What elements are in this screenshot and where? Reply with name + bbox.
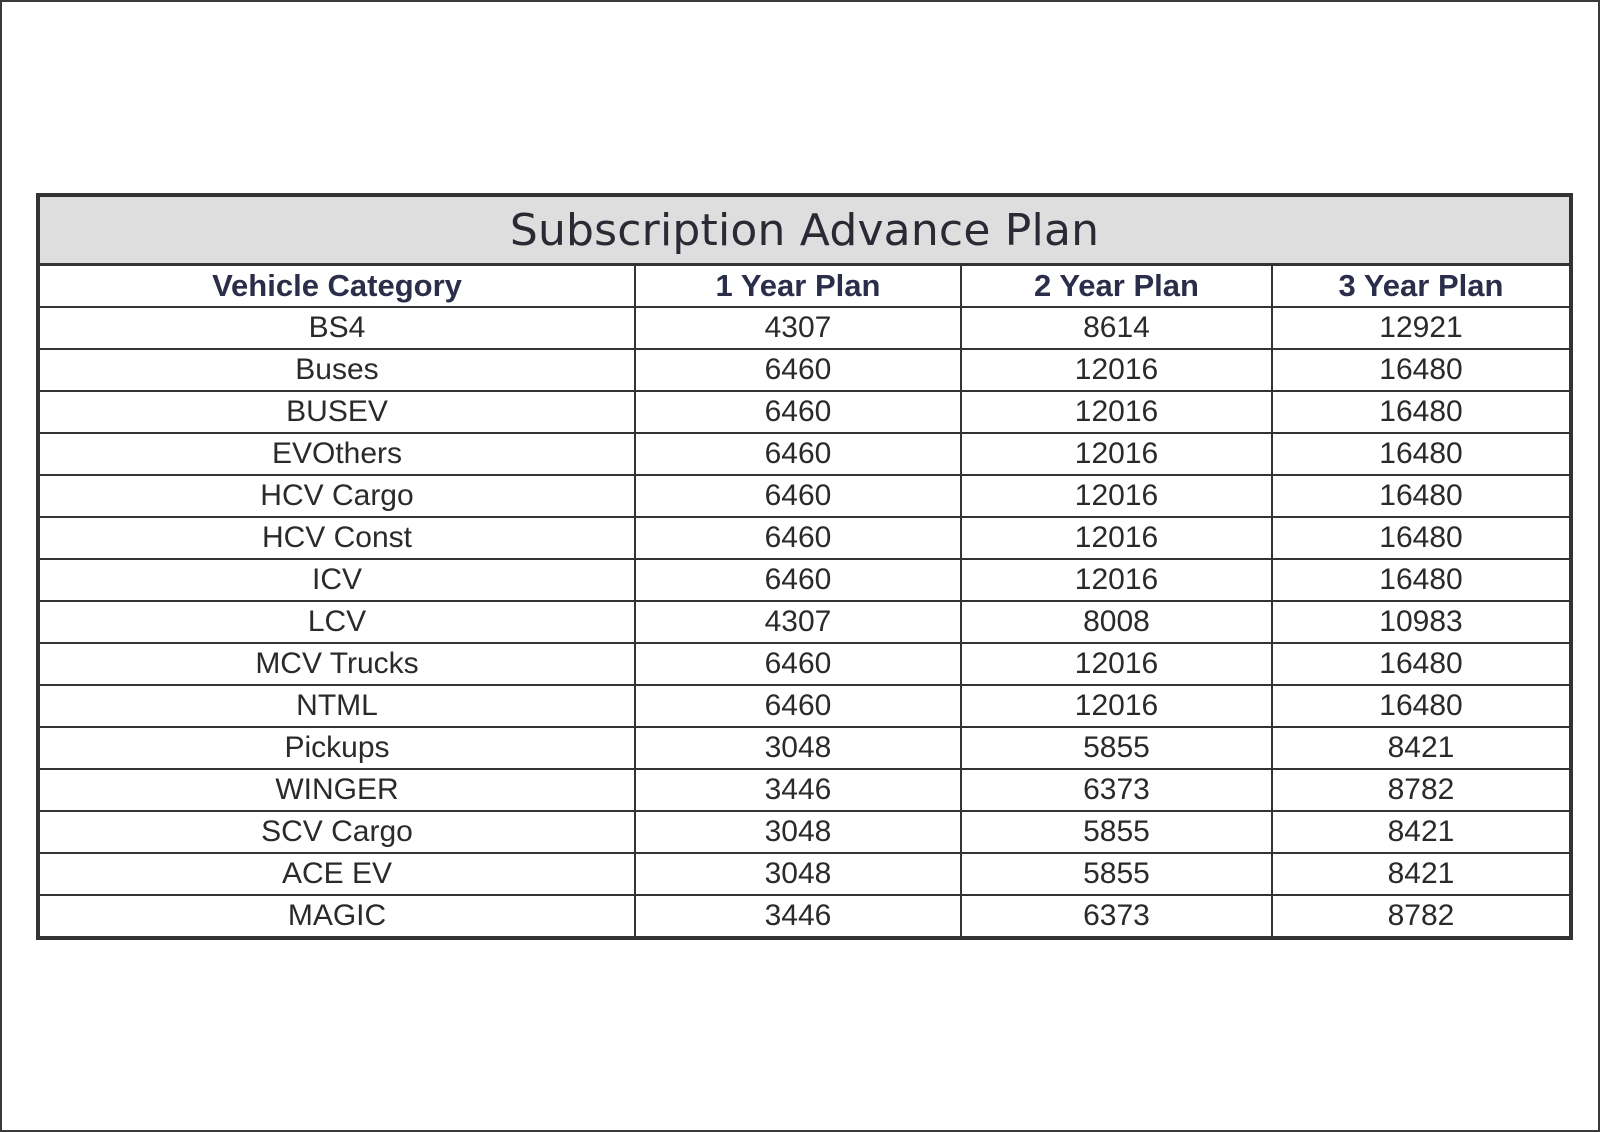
table-row — [38, 853, 1571, 895]
two-year-plan-cell: 12016 — [961, 559, 1272, 601]
three-year-plan-cell: 8421 — [1272, 727, 1571, 769]
two-year-plan-cell: 12016 — [961, 391, 1272, 433]
two-year-plan-cell: 8008 — [961, 601, 1272, 643]
two-year-plan-cell: 12016 — [961, 643, 1272, 685]
three-year-plan-cell: 8782 — [1272, 769, 1571, 811]
vehicle-category-cell: SCV Cargo — [38, 811, 635, 853]
vehicle-category-cell: NTML — [38, 685, 635, 727]
vehicle-category-cell: HCV Cargo — [38, 475, 635, 517]
one-year-plan-cell: 3048 — [635, 811, 961, 853]
table-row — [38, 685, 1571, 727]
table-row — [38, 769, 1571, 811]
subscription-plan-table — [36, 193, 1573, 940]
three-year-plan-cell: 16480 — [1272, 559, 1571, 601]
table-row — [38, 895, 1571, 938]
one-year-plan-cell: 4307 — [635, 601, 961, 643]
three-year-plan-cell: 16480 — [1272, 517, 1571, 559]
two-year-plan-cell: 12016 — [961, 433, 1272, 475]
vehicle-category-cell: ICV — [38, 559, 635, 601]
table-row — [38, 811, 1571, 853]
table-title: Subscription Advance Plan — [38, 195, 1571, 265]
header-3-year-plan: 3 Year Plan — [1272, 265, 1571, 308]
table-title-row — [38, 195, 1571, 265]
one-year-plan-cell: 6460 — [635, 475, 961, 517]
vehicle-category-cell: MAGIC — [38, 895, 635, 938]
one-year-plan-cell: 6460 — [635, 391, 961, 433]
vehicle-category-cell: EVOthers — [38, 433, 635, 475]
vehicle-category-cell: BUSEV — [38, 391, 635, 433]
one-year-plan-cell: 3446 — [635, 769, 961, 811]
one-year-plan-cell: 6460 — [635, 433, 961, 475]
two-year-plan-cell: 12016 — [961, 349, 1272, 391]
three-year-plan-cell: 8421 — [1272, 811, 1571, 853]
table-row — [38, 433, 1571, 475]
three-year-plan-cell: 16480 — [1272, 685, 1571, 727]
vehicle-category-cell: WINGER — [38, 769, 635, 811]
two-year-plan-cell: 12016 — [961, 517, 1272, 559]
two-year-plan-cell: 6373 — [961, 769, 1272, 811]
one-year-plan-cell: 3446 — [635, 895, 961, 938]
two-year-plan-cell: 5855 — [961, 811, 1272, 853]
one-year-plan-cell: 6460 — [635, 559, 961, 601]
one-year-plan-cell: 6460 — [635, 349, 961, 391]
two-year-plan-cell: 12016 — [961, 475, 1272, 517]
one-year-plan-cell: 6460 — [635, 643, 961, 685]
vehicle-category-cell: LCV — [38, 601, 635, 643]
vehicle-category-cell: Pickups — [38, 727, 635, 769]
one-year-plan-cell: 6460 — [635, 685, 961, 727]
vehicle-category-cell: HCV Const — [38, 517, 635, 559]
one-year-plan-cell: 4307 — [635, 307, 961, 349]
two-year-plan-cell: 8614 — [961, 307, 1272, 349]
header-1-year-plan: 1 Year Plan — [635, 265, 961, 308]
two-year-plan-cell: 12016 — [961, 685, 1272, 727]
three-year-plan-cell: 10983 — [1272, 601, 1571, 643]
table-row — [38, 475, 1571, 517]
table-body — [38, 307, 1571, 938]
three-year-plan-cell: 16480 — [1272, 433, 1571, 475]
table-row — [38, 307, 1571, 349]
one-year-plan-cell: 3048 — [635, 727, 961, 769]
table-row — [38, 601, 1571, 643]
table-row — [38, 349, 1571, 391]
header-2-year-plan: 2 Year Plan — [961, 265, 1272, 308]
three-year-plan-cell: 16480 — [1272, 475, 1571, 517]
table-row — [38, 517, 1571, 559]
vehicle-category-cell: MCV Trucks — [38, 643, 635, 685]
two-year-plan-cell: 5855 — [961, 727, 1272, 769]
three-year-plan-cell: 16480 — [1272, 349, 1571, 391]
three-year-plan-cell: 16480 — [1272, 643, 1571, 685]
three-year-plan-cell: 8782 — [1272, 895, 1571, 938]
header-vehicle-category: Vehicle Category — [38, 265, 635, 308]
vehicle-category-cell: BS4 — [38, 307, 635, 349]
three-year-plan-cell: 16480 — [1272, 391, 1571, 433]
table-row — [38, 727, 1571, 769]
two-year-plan-cell: 6373 — [961, 895, 1272, 938]
three-year-plan-cell: 12921 — [1272, 307, 1571, 349]
vehicle-category-cell: ACE EV — [38, 853, 635, 895]
two-year-plan-cell: 5855 — [961, 853, 1272, 895]
table-row — [38, 391, 1571, 433]
table-row — [38, 643, 1571, 685]
one-year-plan-cell: 3048 — [635, 853, 961, 895]
table-header-row — [38, 265, 1571, 308]
one-year-plan-cell: 6460 — [635, 517, 961, 559]
three-year-plan-cell: 8421 — [1272, 853, 1571, 895]
vehicle-category-cell: Buses — [38, 349, 635, 391]
table-row — [38, 559, 1571, 601]
